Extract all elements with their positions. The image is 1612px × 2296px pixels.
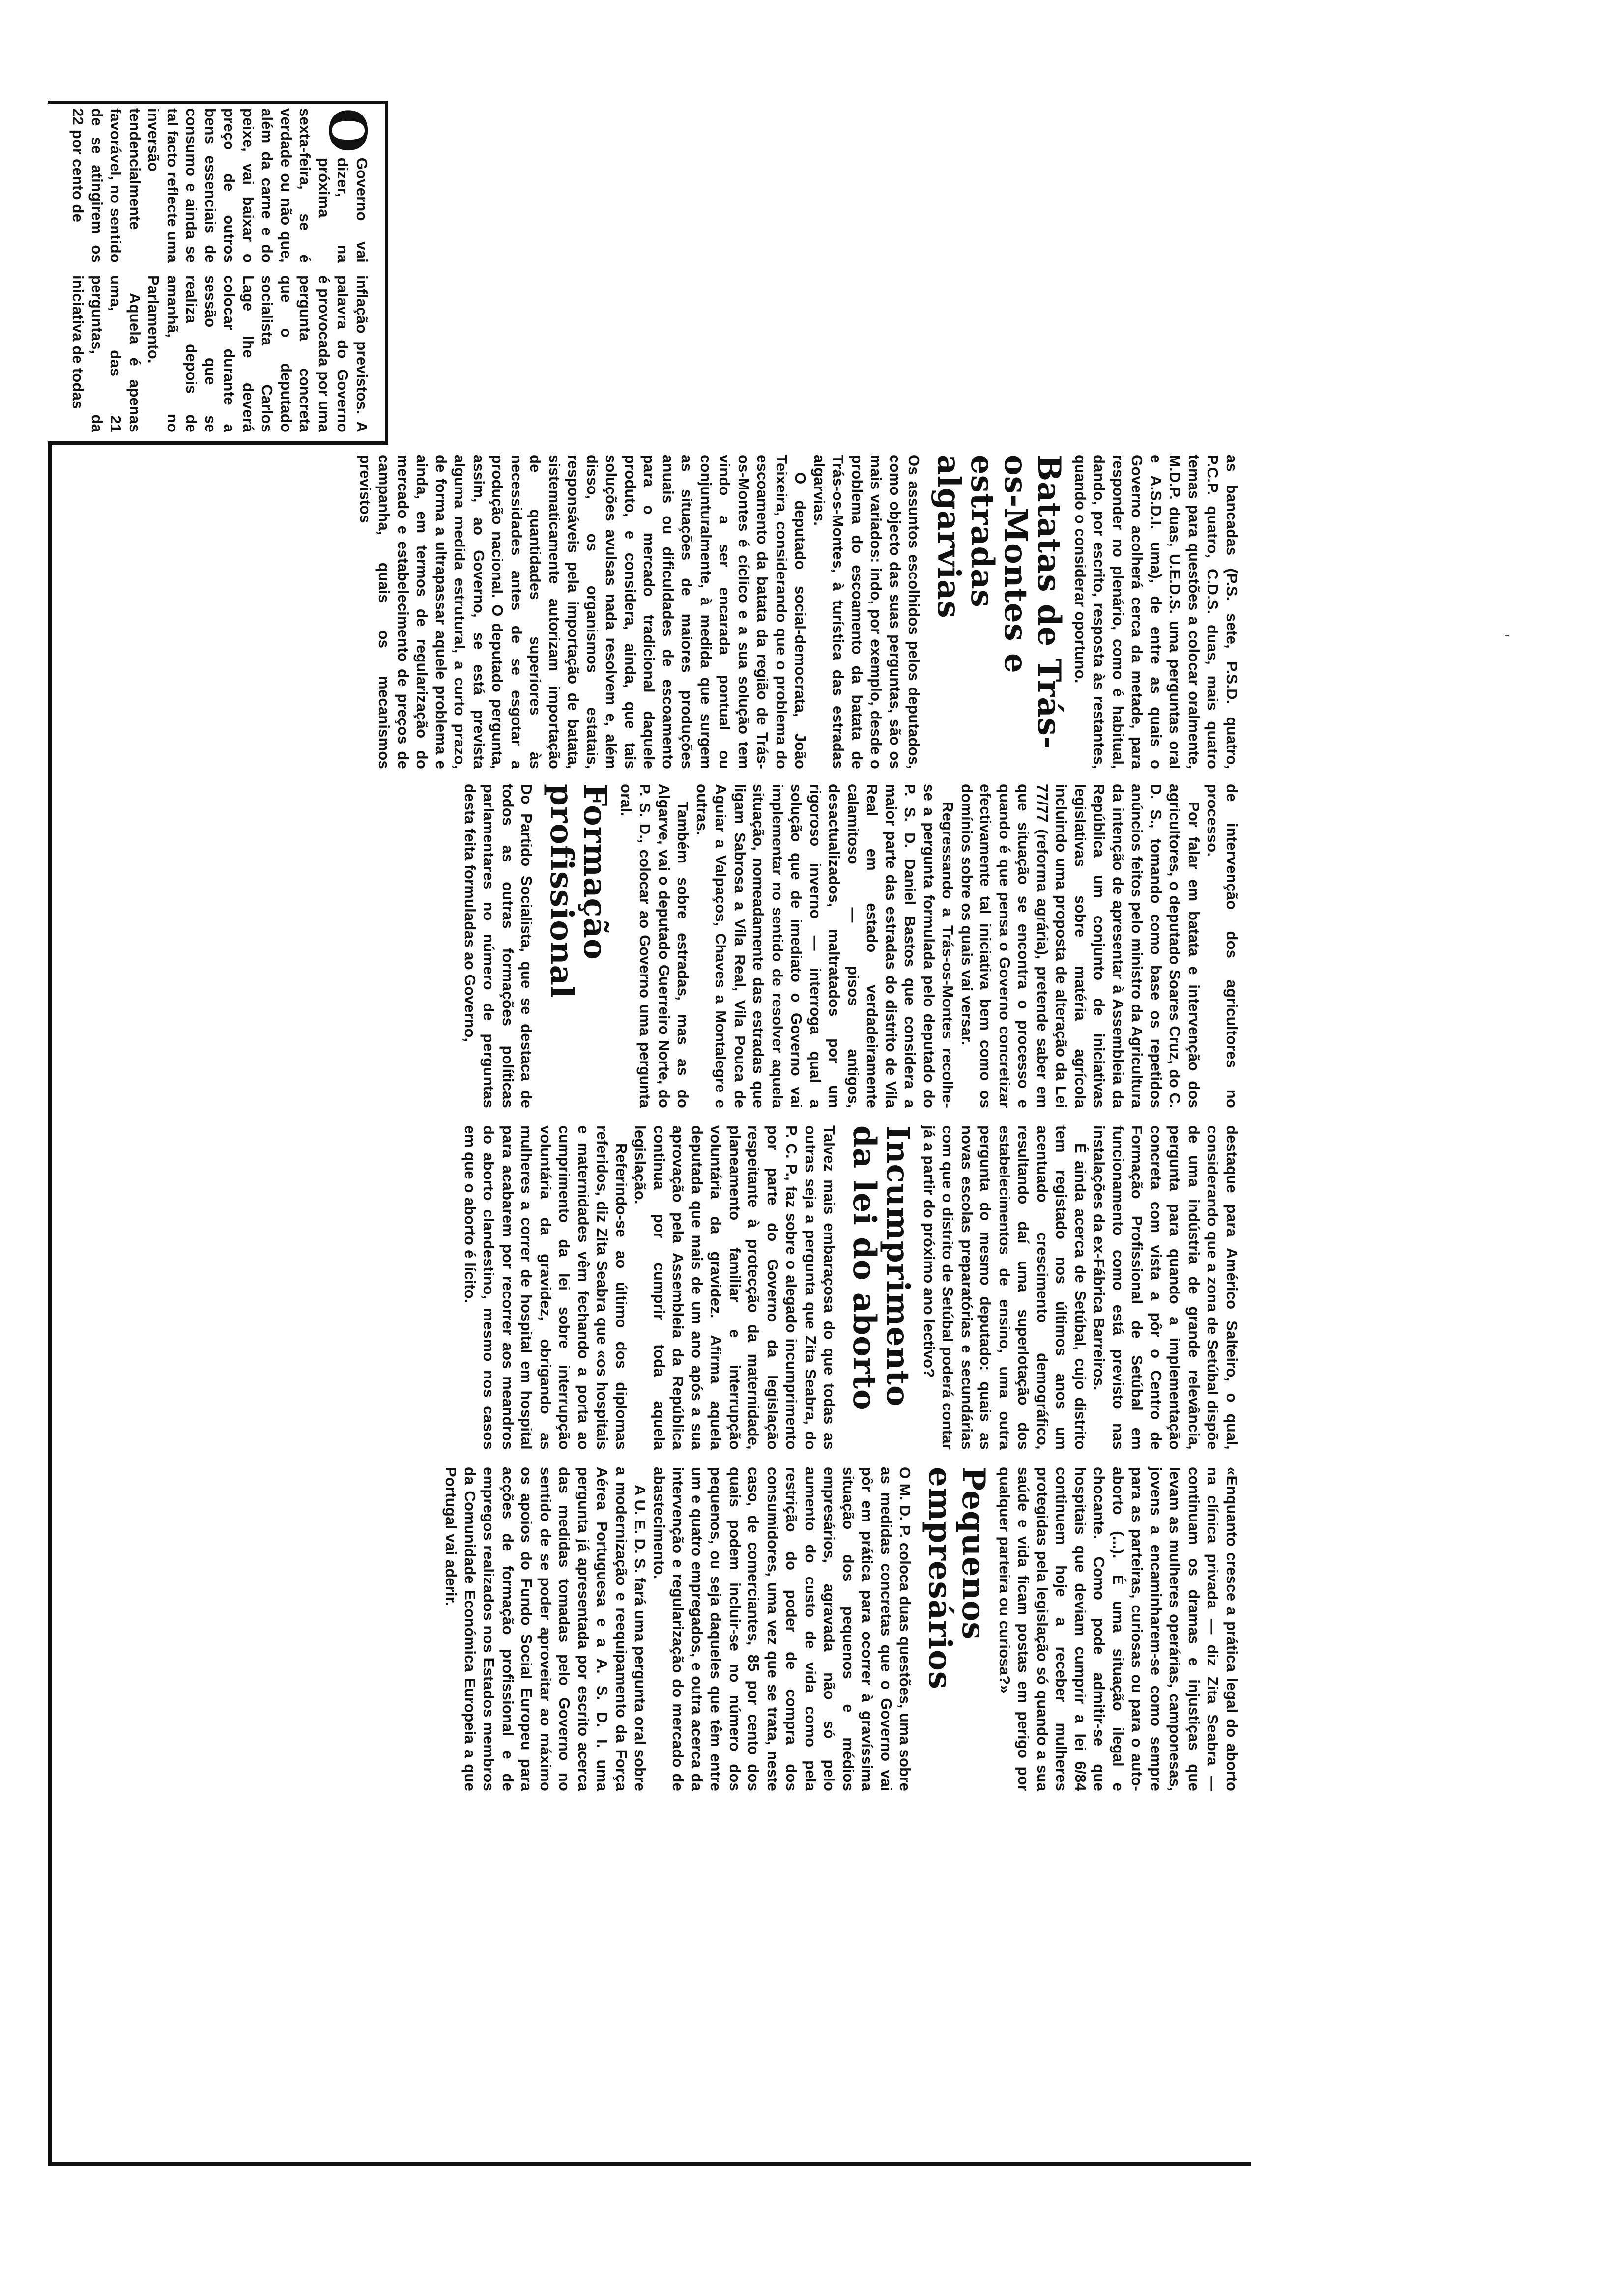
column-3-paragraph-3: O deputado social-democrata, João Teixeira, considerando que o problema do escoamento da batata da região de Trás-os-Montes é cíclico e a sua solução tem vindo a ser encarada pontual ou conjunturalmente, à medida que surgem as situações de maiores produções anuais ou dificuldades de escoamento para o mercado tradicional daquele produto, e considera, ainda, que tais soluções avulsas nada resolvem e, além disso, os organismos estatais, responsáveis pela importação de batata, sistematicamente autorizam importação de quantidades superiores às necessidades antes de se esgotar a produção nacional. O deputado pergunta, assim, ao Governo, se está prevista alguma medida estrutural, a curto prazo, de forma a ultrapassar aquele problema e ainda, em termos de regularização do mercado e estabelecimento de preços de campanha, quais os mecanismos previstos — [357, 455, 809, 769]
column-4-paragraph-4: Também sobre estradas, mas as do Algarve, vai o deputado Guerreiro Norte, do P. S. D., colocar ao Governo uma pergunta oral. — [618, 784, 692, 1108]
column-5-paragraph-4: Referindo-se ao último dos diplomas referidos, diz Zita Seabra que «os hospitais e maternidades vêm fechando a porta ao cumprimento da lei sobre interrupção voluntária da gravidez, obrigando as mulheres a correr de hospital em hospital para acabarem por recorrer aos meandros do aborto clandestino, mesmo nos casos em que o aborto é lícito. — [461, 1125, 630, 1450]
clipping-right-rule — [48, 2162, 1251, 2166]
column-4-paragraph-2: Por falar em batata e intervenção dos agricultores, o deputado Soares Cruz, do C. D. S., tomando como base os repetidos anúncios feitos pelo ministro da Agricultura da intenção de apresentar à Assembleia da República um conjunto de iniciativas legislativas sobre matéria agrícola incluindo uma proposta de alteração da Lei 77/77 (reforma agrária), pretende saber em que situação se encontra o processo e quando é que pensa o Governo concretizar efectivamente tal iniciativa bem como os domínios sobre os quais vai versar. — [958, 784, 1203, 1108]
column-5-paragraph-2: É ainda acerca de Setúbal, cujo distrito tem registado nos últimos anos um acentuado crescimento demográfico, resultando daí uma superlotação dos estabelecimentos de ensino, uma outra pergunta do mesmo deputado: quais as novas escolas preparatórias e secundárias com que o distrito de Setúbal poderá contar já a partir do próximo ano lectivo? — [921, 1125, 1089, 1450]
clipping-step-rule-vertical — [48, 441, 388, 445]
column-6-paragraph-2: O M. D. P. coloca duas questões, uma sobre as medidas concretas que o Governo vai pôr em prática para ocorrer à gravíssima situação dos pequenos e médios empresários, agravada não só pelo aumento do custo de vida como pela restrição do poder de compra dos consumidores, uma vez que se trata, neste caso, de comerciantes, 85 por cento dos quais podem incluir-se no número dos pequenos, ou seja daqueles que têm entre um e quatro empregados, e outra acerca da intervenção e regularização do mercado de abastecimento. — [651, 1467, 914, 1791]
column-5-paragraph-3: Talvez mais embaraçosa do que todas as outras seja a pergunta que Zita Seabra, do P. C. P., faz sobre o alegado incumprimento por parte do Governo da legislação respeitante à protecção da maternidade, planeamento familiar e interrupção voluntária da gravidez. Afirma aquela deputada que mais de um ano após a sua aprovação pela Assembleia da República continua por cumprir toda aquela legislação. — [632, 1125, 838, 1450]
dropcap-letter: O — [317, 108, 378, 153]
subheading-aborto: Incumprimento da lei do aborto — [846, 1125, 917, 1411]
article-column-2 — [68, 275, 371, 432]
subheading-pequenos-empresarios: Pequenos empresários — [921, 1467, 992, 1690]
column-1-paragraph-1: Governo vai dizer, na próxima sexta-feira, se é verdade ou não que, além da carne e do peixe, vai baixar o preço de outros bens essenciais de consumo e ainda se tal facto reflecte uma inversão tendencialmente favorável, no sentido de se atingirem os 22 por cento de — [69, 108, 371, 263]
column-2-paragraph-1: inflação previstos. A palavra do Governo é provocada por uma pergunta concreta que o deputado socialista Carlos Lage lhe deverá colocar durante a sessão que se realiza depois de amanhã, no Parlamento. — [145, 275, 371, 432]
subheading-formacao: Formação profissional — [543, 784, 614, 999]
clipping-bottom-rule — [48, 445, 52, 2165]
column-6-paragraph-1: «Enquanto cresce a prática legal do aborto na clínica privada — diz Zita Seabra — continuam os dramas e injustiças que levam as mulheres operárias, camponesas, jovens a encaminharem-se como sempre para as parteiras, curiosas ou para o auto-aborto (...). É uma situação ilegal e chocante. Como pode admitir-se que hospitais que deviam cumprir a lei 6/84 continuem hoje a receber mulheres protegidas pela legislação só quando a sua saúde e vida ficam postas em perigo por qualquer parteira ou curiosa?» — [996, 1467, 1240, 1791]
article-column-5 — [461, 1125, 1241, 1450]
column-6-paragraph-3: A U. E. D. S. fará uma pergunta oral sobre a modernização e reequipamento da Força Aérea Portuguesa e a A. S. D. I. uma pergunta já apresentada por escrito acerca das medidas tomadas pelo Governo no sentido de se poder aproveitar ao máximo os apoios do Fundo Social Europeu para acções de formação profissional e de empregos realizados nos Estados membros da Comunidade Económica Europeia a que Portugal vai aderir. — [442, 1467, 649, 1791]
column-3-paragraph-2: Os assuntos escolhidos pelos deputados, como objecto das suas perguntas, são os mais variados: indo, por exemplo, desde o problema do escoamento da batata de Trás-os-Montes, à turística das estradas algarvias. — [811, 455, 923, 769]
column-4-paragraph-5: Do Partido Socialista, que se destaca de todos as outras formações políticas parlamentares no número de perguntas desta feita formuladas ao Governo, — [461, 784, 536, 1108]
column-4-paragraph-3: Regressando a Trás-os-Montes recolhe-se a pergunta formulada pelo deputado do P. S. D. Daniel Bastos que considera a maior parte das estradas do distrito de Vila Real em estado verdadeiramente calamitoso — pisos antigos, desactualizados, maltratados por um rigoroso inverno — interroga qual a solução que de imediato o Governo vai implementar no sentido de resolver aquela situação, nomeadamente das estradas que ligam Sabrosa a Vila Real, Vila Pouca de Aguiar a Valpaços, Chaves a Montalegre e outras. — [693, 784, 957, 1108]
clipping-step-rule-horizontal — [385, 101, 388, 445]
column-2-paragraph-2: Aquela é apenas uma, das 21 perguntas, da iniciativa de todas — [69, 275, 144, 432]
column-4-paragraph-1: de intervenção dos agricultores no processo. — [1204, 784, 1240, 1108]
column-5-paragraph-1: destaque para Américo Salteiro, o qual, considerando que a zona de Setúbal dispõe de uma indústria de grande relevância, pergunta para quando a implementação concreta com vista a pôr o Centro de Formação Profissional de Setúbal em funcionamento como está previsto nas instalações da ex-Fábrica Barreiros. — [1091, 1125, 1240, 1450]
article-column-1 — [68, 108, 378, 263]
scan-speck — [1505, 635, 1509, 636]
article-column-3 — [356, 455, 1241, 769]
subheading-batatas: Batatas de Trás-os-Montes e estradas algarvias — [930, 455, 1068, 750]
clipping-left-rule — [48, 101, 388, 104]
article-column-6 — [441, 1467, 1241, 1791]
newspaper-clipping — [22, 101, 1251, 2263]
article-column-4 — [461, 784, 1241, 1108]
column-3-paragraph-1: as bancadas (P.S. sete, P.S.D. quatro, P.C.P. quatro, C.D.S. duas, mais quatro temas para questões a colocar oralmente, M.D.P. duas, U.E.D.S. uma perguntas oral e A.S.D.I. uma), de entre as quais o Governo acolherá cerca da metade, para responder no plenário, como é habitual, dando, por escrito, resposta às restantes, quando o considerar oportuno. — [1072, 455, 1240, 769]
